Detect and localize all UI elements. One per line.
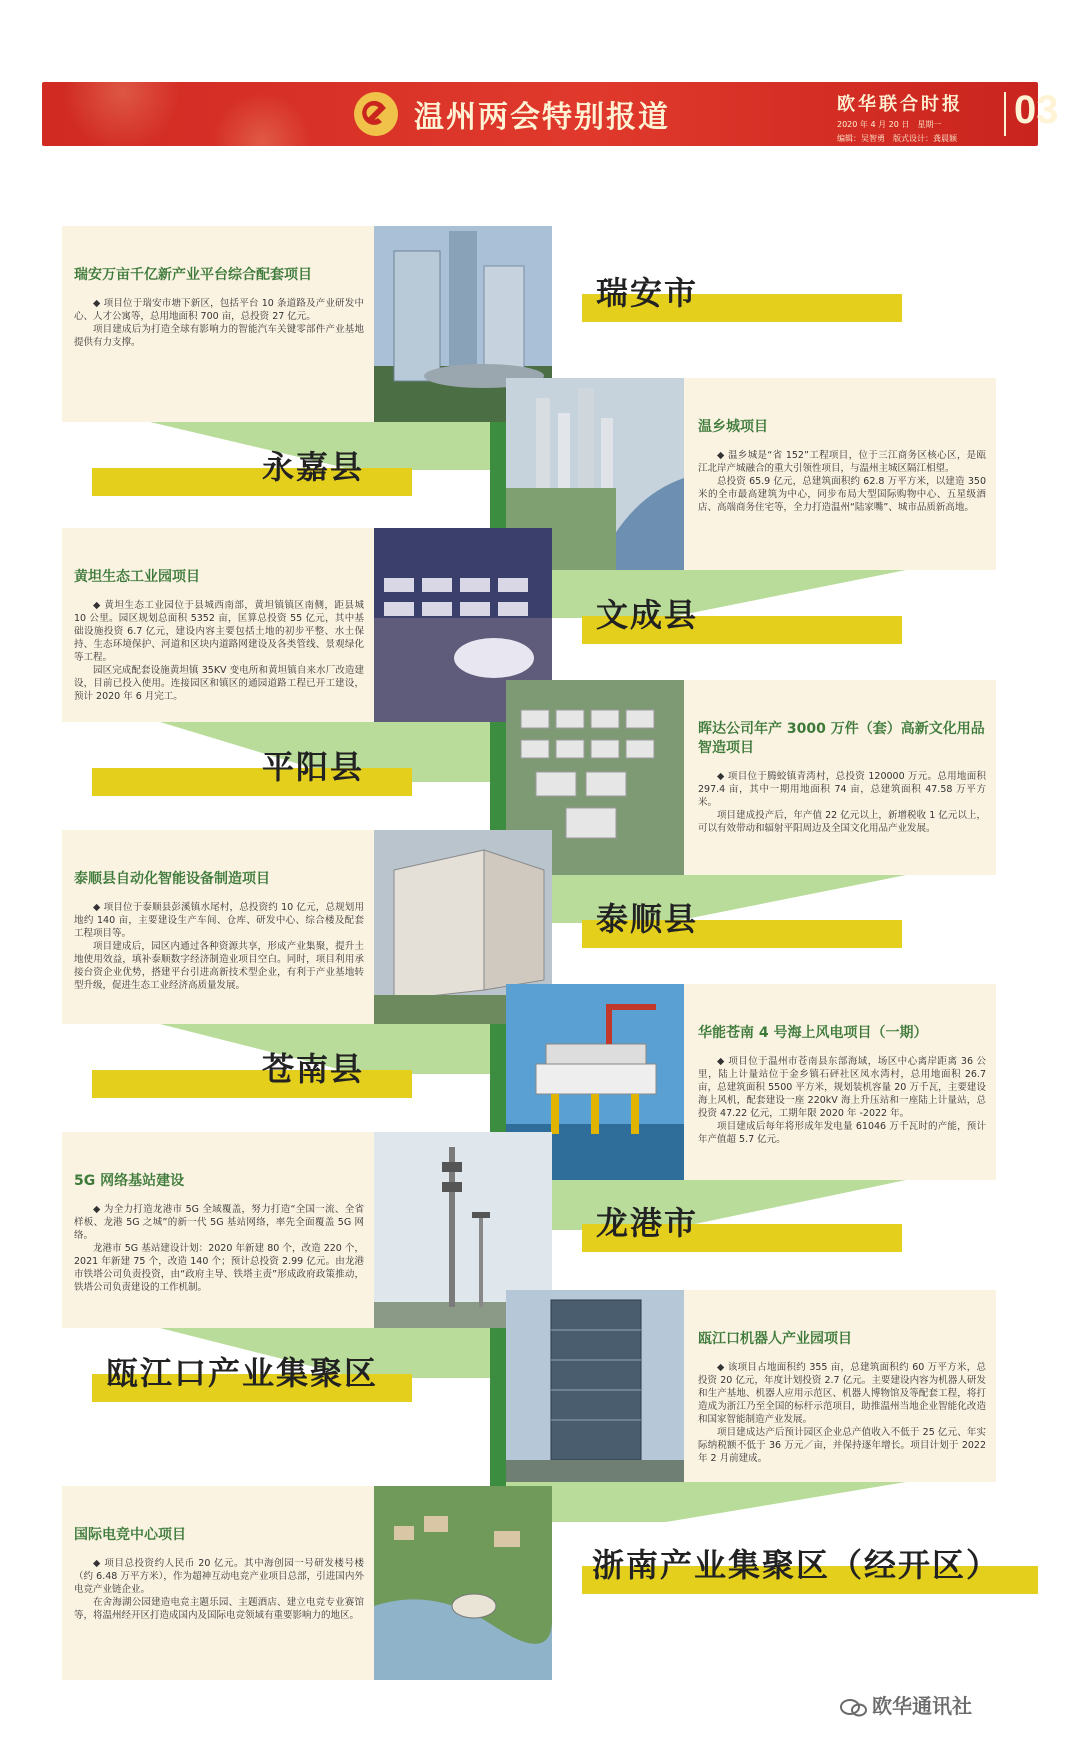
project-body [698,770,986,835]
project-paragraph: 在舍海湖公园建造电竞主题乐园、主题酒店、建立电竞专业赛馆等，将温州经开区打造成国内及国际电竞领域有重要影响力的地区。 [74,1597,364,1621]
watermark-text: 欧华通讯社 [872,1694,972,1718]
project-paragraph: ◆ 为全力打造龙港市 5G 全域覆盖，努力打造“全国一流、全省样板、龙港 5G 之城”的新一代 5G 基站网络，率先全面覆盖 5G 网络。 [74,1203,364,1242]
region-label-taishun [582,892,902,948]
project-title: 瓯江口机器人产业园项目 [698,1331,852,1347]
project-card-ruian [62,226,552,422]
project-card-cangnan [506,984,996,1180]
region-label-wencheng [582,588,902,644]
project-paragraph: ◆ 黄坦生态工业园位于县城西南部，黄坦镇镇区南侧，距县城 10 公里。园区规划总面积 5352 亩，匡算总投资 55 亿元，其中基础设施投资 6.7 亿元，建设内容主要包括土地的初步平整、水土保持、生态环境保护、河道和区块内道路网建设及各类管线、景观绿化等工程。 [74,599,364,664]
region-label-yongjia [92,440,412,496]
project-title: 晖达公司年产 3000 万件（套）高新文化用品智造项目 [698,721,985,756]
project-paragraph: ◆ 项目总投资约人民币 20 亿元。其中海创园一号研发楼号楼（约 6.48 万平方米），作为超神互动电竞产业项目总部，引进国内外电竞产业链企业。 [74,1557,364,1596]
project-title: 黄坦生态工业园项目 [74,569,200,585]
wechat-icon [840,1698,868,1718]
project-body [74,1557,364,1622]
region-name: 苍南县 [262,1050,365,1088]
region-name: 瑞安市 [596,274,699,312]
project-text [684,984,996,1180]
project-paragraph: 项目建成后每年将形成年发电量 61046 万千瓦时的产能，预计年产值超 5.7 亿元。 [698,1121,986,1145]
project-text [62,1132,374,1328]
project-body [698,1361,986,1465]
project-body [698,1055,986,1146]
project-title: 泰顺县自动化智能设备制造项目 [74,871,270,887]
project-body [74,599,364,703]
project-card-zhenan [62,1486,552,1680]
section-title: 温州两会特别报道 [414,100,670,135]
page-header [42,82,1059,146]
project-title: 华能苍南 4 号海上风电项目（一期） [698,1025,928,1041]
project-card-wencheng [62,528,552,722]
project-paragraph: 龙港市 5G 基站建设计划：2020 年新建 80 个，改造 220 个，2021 年新建 75 个，改造 140 个；预计总投资 2.99 亿元。由龙港市铁塔公司负责投资，由“政府主导、铁塔主责”形成政府政策推动，铁塔公司负责建设的工作机制。 [74,1243,364,1293]
page-number: 03 [1014,88,1059,132]
editor-line: 编辑：吴智勇 版式设计：龚晨颖 [837,134,957,143]
region-label-ruian [582,266,902,322]
paper-name: 欧华联合时报 [837,94,963,115]
project-photo-robot-park-tower [506,1290,684,1482]
project-body [74,1203,364,1294]
project-card-longgang [62,1132,552,1328]
green-band [506,1482,906,1522]
date-line: 2020 年 4 月 20 日 星期一 [837,120,942,129]
project-paragraph: 项目建成后为打造全球有影响力的智能汽车关键零部件产业基地提供有力支撑。 [74,324,364,348]
project-text [684,1290,996,1482]
project-paragraph: ◆ 该项目占地面积约 355 亩，总建筑面积约 60 万平方米，总投资 20 亿元，年度计划投资 2.7 亿元。主要建设内容为机器人研发和生产基地、机器人应用示范区、机器人博物馆及等配套工程，将打造成为浙江乃至全国的标杆示范项目，助推温州当地企业智能化改造和国家智能制造产业发展。 [698,1361,986,1426]
project-paragraph: 项目建成达产后预计园区企业总产值收入不低于 25 亿元、年实际纳税额不低于 36 万元／亩，并保持逐年增长。项目计划于 2022 年 2 月前建成。 [698,1427,986,1464]
project-title: 国际电竞中心项目 [74,1527,186,1543]
project-card-yongjia [506,378,996,570]
project-paragraph: 园区完成配套设施黄坦镇 35KV 变电所和黄坦镇自来水厂改造建设，目前已投入使用。连接园区和镇区的通园道路工程已开工建设，预计 2020 年 6 月完工。 [74,665,364,702]
project-text [684,680,996,875]
project-paragraph: 项目建成投产后，年产值 22 亿元以上，新增税收 1 亿元以上，可以有效带动和辐射平阳周边及全国文化用品产业发展。 [698,810,986,834]
region-name: 文成县 [596,596,699,634]
header-pattern [42,82,372,146]
project-paragraph: ◆ 项目位于温州市苍南县东部海域，场区中心离岸距离 36 公里，陆上计量站位于金乡镇石砰社区凤水湾村，总用地面积 26.7 亩，总建筑面积 5500 平方米，规划装机容量 20 万千瓦，主要建设海上风机，配套建设一座 220kV 海上升压站和一座陆上计量站，总投资 47.22 亿元，工期年限 2020 年 -2022 年。 [698,1055,986,1120]
project-paragraph: ◆ 项目位于瑞安市塘下新区，包括平台 10 条道路及产业研发中心、人才公寓等，总用地面积 700 亩，总投资 27 亿元。 [74,297,364,323]
project-card-pingyang [506,680,996,875]
project-paragraph: 总投资 65.9 亿元，总建筑面积约 62.8 万平方米，以建造 350 米的全市最高建筑为中心，同步布局大型国际购物中心、五星级酒店、高端商务住宅等，全力打造温州“陆家嘴”、城市品质新高地。 [698,476,986,513]
region-name: 龙港市 [596,1204,699,1242]
project-text [62,830,374,1024]
region-label-cangnan [92,1042,412,1098]
project-text [684,378,996,570]
project-paragraph: ◆ 项目位于泰顺县彭溪镇水尾村，总投资约 10 亿元，总规划用地约 140 亩，主要建设生产车间、仓库、研发中心、综合楼及配套工程项目等。 [74,901,364,940]
project-card-taishun [62,830,552,1024]
project-card-oujiangkou [506,1290,996,1482]
party-emblem-icon [352,90,400,138]
region-label-zhenan [582,1538,1038,1594]
project-photo-esports-park [374,1486,552,1680]
project-body [74,901,364,992]
project-text [62,226,374,422]
region-name: 瓯江口产业集聚区 [106,1354,379,1392]
project-body [698,449,986,514]
project-paragraph: ◆ 温乡城是“省 152”工程项目，位于三江商务区核心区，是瓯江北岸产城融合的重大引领性项目，与温州主城区隔江相望。 [698,449,986,475]
paper-masthead [837,90,963,144]
project-paragraph: ◆ 项目位于腾蛟镇青湾村，总投资 120000 万元。总用地面积 297.4 亩，其中一期用地面积 74 亩，总建筑面积 47.58 万平方米。 [698,770,986,809]
source-watermark [840,1690,972,1719]
project-paragraph: 项目建成后，园区内通过各种资源共享，形成产业集聚，提升土地使用效益，填补泰顺数字经济制造业项目空白。同时，项目利用承接台资企业优势，搭建平台引进高新技术型企业，有利于产业基地转型升级，促进生态工业经济高质量发展。 [74,941,364,991]
project-text [62,1486,374,1680]
project-title: 瑞安万亩千亿新产业平台综合配套项目 [74,267,312,283]
project-text [62,528,374,722]
region-label-longgang [582,1196,902,1252]
region-name: 永嘉县 [262,448,365,486]
region-label-pingyang [92,740,412,796]
region-label-oujiangkou [92,1346,412,1402]
project-title: 温乡城项目 [698,419,768,435]
region-name: 泰顺县 [596,900,699,938]
region-name: 浙南产业集聚区（经开区） [592,1546,1001,1584]
region-name: 平阳县 [262,748,365,786]
project-title: 5G 网络基站建设 [74,1173,185,1189]
header-divider [1004,92,1006,136]
project-body [74,297,364,349]
